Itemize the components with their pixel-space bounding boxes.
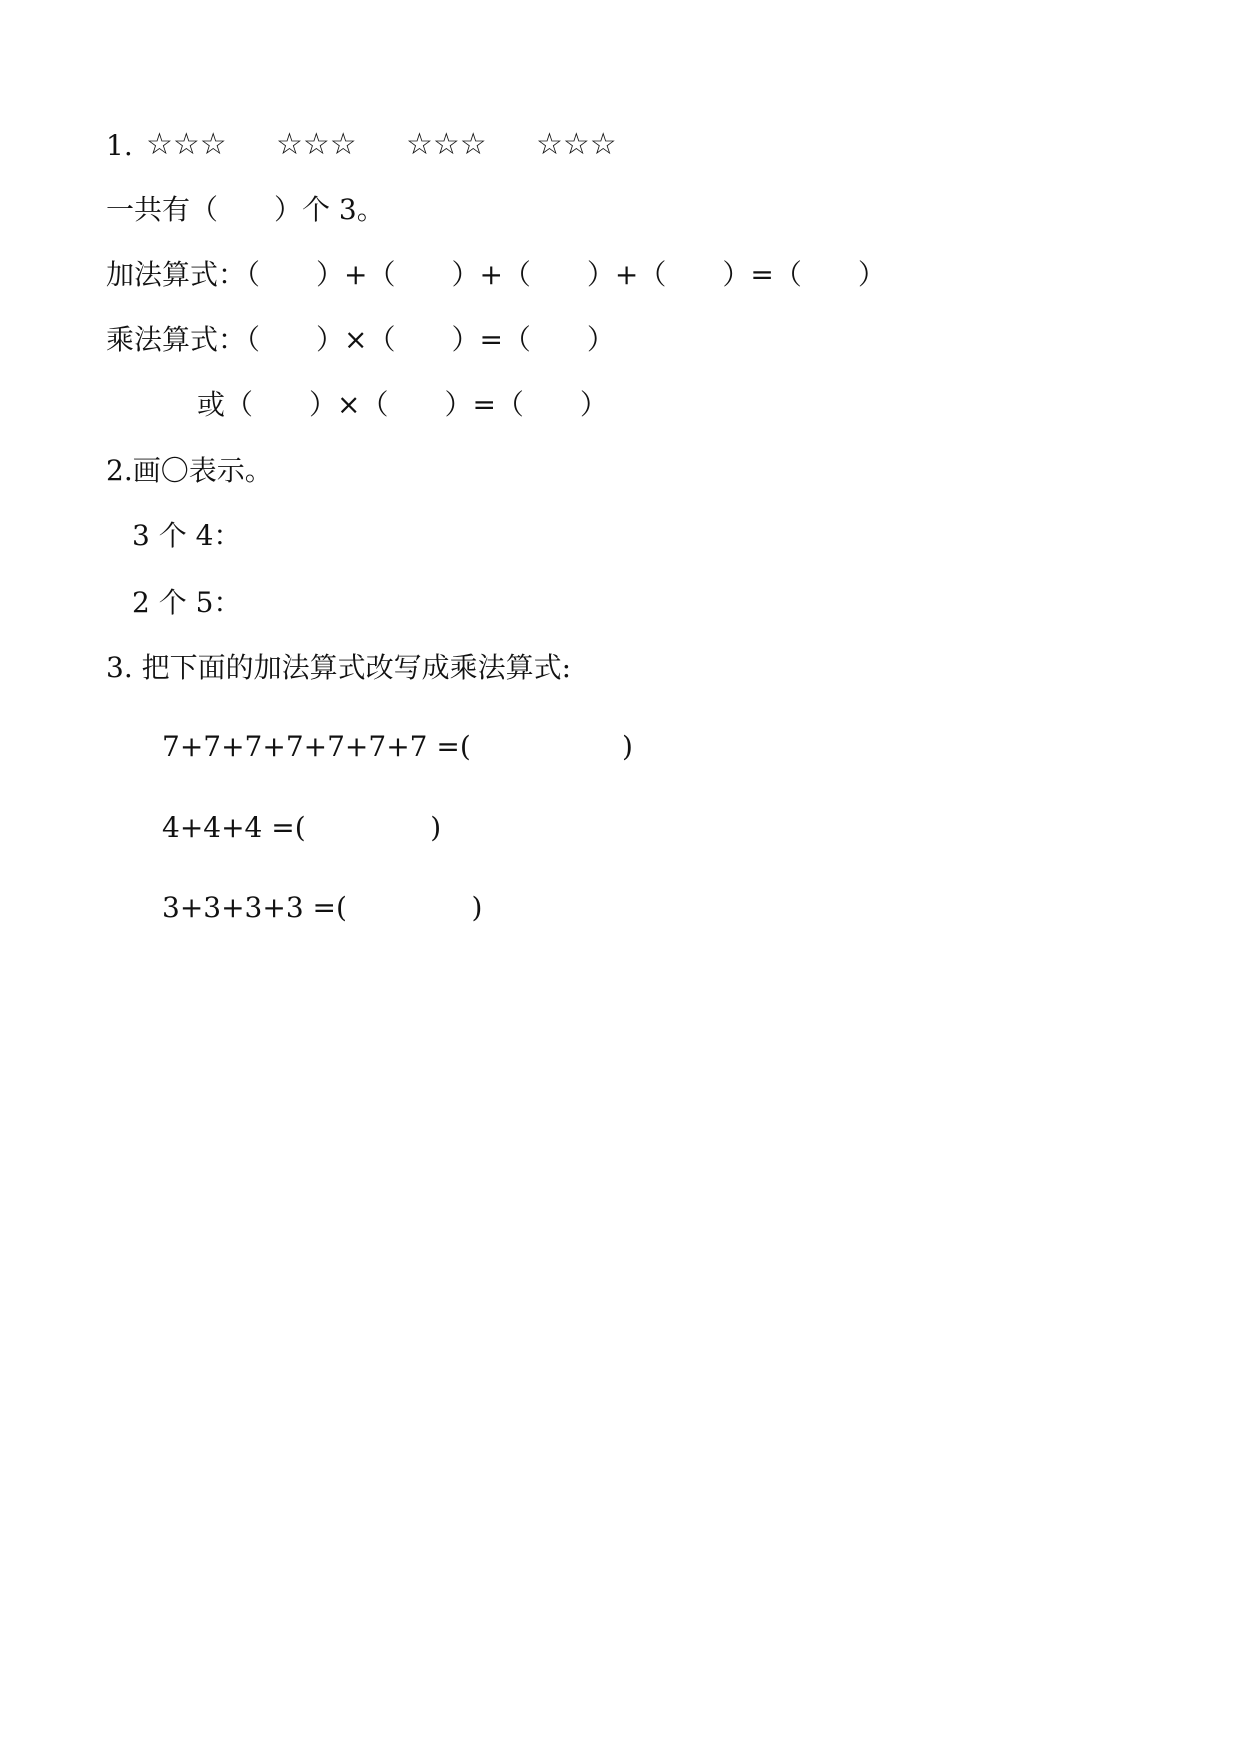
star-group-1: ☆☆☆ <box>146 127 227 162</box>
q2-item-1: 3 个 4： <box>132 519 242 552</box>
q3-title: 3. 把下面的加法算式改写成乘法算式: <box>106 651 572 684</box>
q3-expression-1: 7+7+7+7+7+7+7 =( ) <box>162 730 633 763</box>
q3-expression-2: 4+4+4 =( ) <box>162 811 442 844</box>
q1-addition-line: 加法算式：（ ）+（ ）+（ ）+（ ）=（ ） <box>106 258 886 291</box>
star-group-4: ☆☆☆ <box>536 127 617 162</box>
q1-number: 1. <box>106 129 133 162</box>
q2-item-2: 2 个 5： <box>132 586 242 619</box>
q1-multiplication-line: 乘法算式：（ ）×（ ）=（ ） <box>106 323 615 356</box>
q1-total-line: 一共有（ ）个 3。 <box>106 193 385 226</box>
q1-or-line: 或（ ）×（ ）=（ ） <box>197 388 608 421</box>
q3-expression-3: 3+3+3+3 =( ) <box>162 891 483 924</box>
star-group-3: ☆☆☆ <box>406 127 487 162</box>
q2-title: 2.画〇表示。 <box>106 454 273 487</box>
star-group-2: ☆☆☆ <box>276 127 357 162</box>
